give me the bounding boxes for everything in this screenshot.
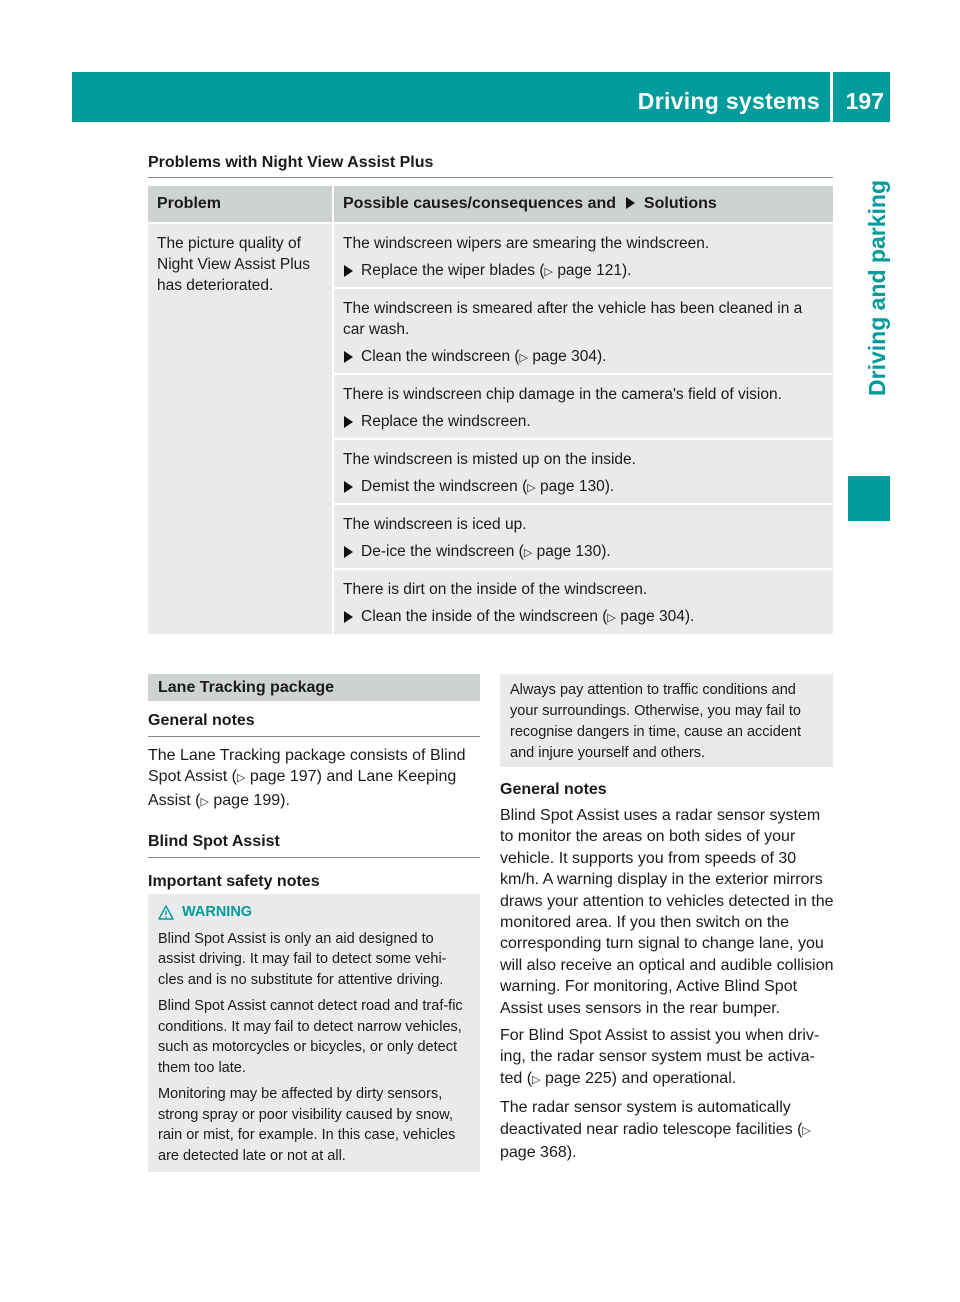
header-title: Driving systems bbox=[637, 88, 820, 114]
body-text: The radar sensor system is automatically deactivated near radio telescope facilities ( bbox=[500, 1099, 803, 1138]
arrow-icon bbox=[344, 611, 353, 623]
cause-text: The windscreen wipers are smearing the windscreen. bbox=[343, 235, 710, 252]
solution-row bbox=[334, 440, 833, 503]
header-solutions-label-2: Solutions bbox=[643, 195, 717, 212]
general-notes-heading: General notes bbox=[500, 781, 607, 798]
header-problem: Problem bbox=[148, 186, 332, 222]
body-text: For Blind Spot Assist to assist you when driv-ing, the radar sensor system must be activa-ted ( bbox=[500, 1027, 820, 1087]
page-ref[interactable]: page 130). bbox=[540, 478, 615, 495]
solution-row bbox=[334, 570, 833, 634]
page-ref[interactable]: page 304). bbox=[620, 608, 695, 625]
page-ref-icon: ▷ bbox=[802, 1124, 811, 1137]
step-text: Clean the windscreen ( bbox=[361, 348, 520, 365]
page-ref[interactable]: page 197) and Lane Keeping Assist ( bbox=[148, 768, 457, 809]
header-divider bbox=[830, 72, 833, 122]
lane-tracking-title: Lane Tracking package bbox=[148, 674, 480, 701]
warning-box bbox=[148, 894, 480, 1172]
heading-rule bbox=[148, 736, 480, 737]
solution-step bbox=[343, 541, 825, 564]
step-text: Replace the windscreen. bbox=[361, 413, 531, 430]
page-ref-icon: ▷ bbox=[519, 352, 528, 364]
page-ref-icon: ▷ bbox=[527, 482, 536, 494]
general-notes-text bbox=[148, 745, 482, 813]
warning-text: Blind Spot Assist is only an aid designed to assist driving. It may fail to detect some vehi-cles and is no substitute for attentive driving. bbox=[158, 930, 447, 988]
solution-row bbox=[334, 505, 833, 568]
section-title: Problems with Night View Assist Plus bbox=[148, 154, 434, 171]
page-ref[interactable]: page 304). bbox=[532, 348, 607, 365]
blind-spot-heading: Blind Spot Assist bbox=[148, 833, 280, 850]
solution-step bbox=[343, 476, 825, 499]
side-tab-marker bbox=[848, 476, 890, 521]
arrow-icon bbox=[344, 265, 353, 277]
body-paragraph: Blind Spot Assist uses a radar sensor system to monitor the areas on both sides of your vehicle. It supports you from speeds of 30 km/h. A warning display in the exterior mirrors draws your attention to vehicles detected in the monitored area. If you then switch on the corresponding turn signal to change lane, you will also receive an optical and audible collision warning. For monitoring, Active Blind Spot Assist uses sensors in the rear bumper. bbox=[500, 807, 834, 1017]
body-paragraph bbox=[500, 1097, 836, 1163]
warning-text: Monitoring may be affected by dirty sensors, strong spray or poor visibility caused by snow, rain or mist, for example. In this case, vehicles are detected late or not at all. bbox=[158, 1086, 456, 1164]
cause-text: The windscreen is iced up. bbox=[343, 516, 527, 533]
header-bar bbox=[72, 72, 890, 122]
solution-step bbox=[343, 260, 825, 283]
page-ref[interactable]: page 225) and operational. bbox=[544, 1069, 737, 1087]
page-ref-icon: ▷ bbox=[236, 772, 246, 785]
cause-text: There is dirt on the inside of the windscreen. bbox=[343, 581, 648, 598]
general-notes-text-a: The Lane Tracking package consists of Blind Spot Assist ( bbox=[148, 747, 466, 786]
page-ref-icon: ▷ bbox=[532, 1073, 541, 1086]
page-ref-icon: ▷ bbox=[200, 795, 209, 808]
step-text: De-ice the windscreen ( bbox=[361, 543, 524, 560]
troubleshooting-table bbox=[148, 186, 833, 634]
page-ref-icon: ▷ bbox=[607, 612, 616, 624]
safety-notes-heading: Important safety notes bbox=[148, 873, 320, 890]
page-number: 197 bbox=[845, 88, 884, 114]
general-notes-heading: General notes bbox=[148, 712, 255, 729]
note-box: Always pay attention to traffic conditions and your surroundings. Otherwise, you may fail to recognise dangers in time, cause an accident and injure yourself and others. bbox=[500, 674, 833, 767]
body-paragraph bbox=[500, 1025, 836, 1091]
solution-step bbox=[343, 411, 825, 432]
page-ref-icon: ▷ bbox=[544, 266, 553, 278]
arrow-icon bbox=[344, 416, 353, 428]
page-ref[interactable]: page 368). bbox=[500, 1144, 577, 1162]
arrow-icon bbox=[344, 351, 353, 363]
solution-step bbox=[343, 346, 825, 369]
side-tab bbox=[848, 180, 890, 480]
solution-row bbox=[334, 224, 833, 287]
page-ref[interactable]: page 121). bbox=[557, 262, 632, 279]
step-text: Replace the wiper blades ( bbox=[361, 262, 545, 279]
warning-header bbox=[158, 902, 472, 923]
solution-row bbox=[334, 289, 833, 373]
cause-text: The windscreen is smeared after the vehicle has been cleaned in a car wash. bbox=[343, 300, 803, 338]
side-tab-label: Driving and parking bbox=[864, 180, 890, 396]
problem-cell: The picture quality of Night View Assist Plus has deteriorated. bbox=[148, 224, 332, 634]
arrow-icon bbox=[626, 197, 635, 209]
warning-text: Blind Spot Assist cannot detect road and traf-fic conditions. It may fail to detect narrow vehicles, such as motorcycles or bicycles, or only detect them too late. bbox=[158, 998, 463, 1076]
page-ref[interactable]: page 130). bbox=[536, 543, 611, 560]
cause-text: There is windscreen chip damage in the camera's field of vision. bbox=[343, 386, 782, 403]
step-text: Clean the inside of the windscreen ( bbox=[361, 608, 608, 625]
heading-rule bbox=[148, 857, 480, 858]
header-solutions-label: Possible causes/consequences and bbox=[343, 195, 617, 212]
cause-text: The windscreen is misted up on the inside. bbox=[343, 451, 636, 468]
blind-spot-body bbox=[500, 805, 836, 1164]
solution-step bbox=[343, 606, 825, 629]
step-text: Demist the windscreen ( bbox=[361, 478, 528, 495]
solution-row bbox=[334, 375, 833, 438]
warning-label: WARNING bbox=[182, 904, 253, 920]
arrow-icon bbox=[344, 546, 353, 558]
warning-triangle-icon bbox=[158, 905, 174, 920]
page-ref[interactable]: page 199). bbox=[213, 791, 290, 809]
header-solutions bbox=[334, 186, 833, 222]
page-ref-icon: ▷ bbox=[523, 547, 533, 559]
section-rule bbox=[148, 177, 833, 178]
arrow-icon bbox=[344, 481, 353, 493]
